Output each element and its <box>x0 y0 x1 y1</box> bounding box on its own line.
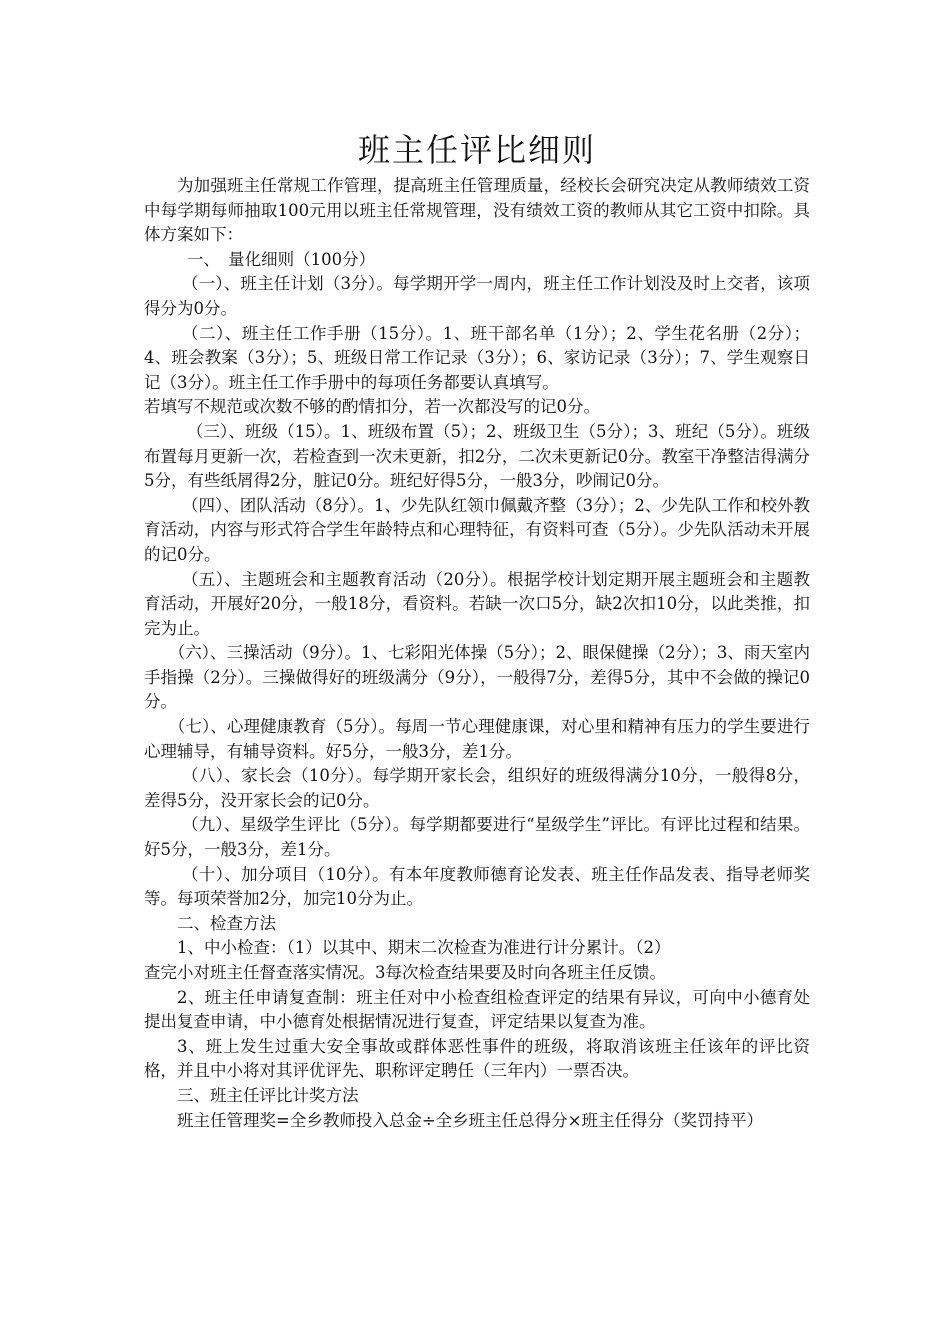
item-6-paragraph: （六）、三操活动（9分）。1、七彩阳光体操（5分）；2、眼保健操（2分）；3、雨天室内手指操（2分）。三操做得好的班级满分（9分），一般得7分，差得5分，其中不会做的操记0分。 <box>144 643 810 712</box>
document-title: 班主任评比细则 <box>357 131 596 169</box>
item-9-paragraph: （九）、星级学生评比（5分）。每学期都要进行“星级学生”评比。有评比过程和结果。好5分，一般3分，差1分。 <box>144 815 810 860</box>
item-5-paragraph: （五）、主题班会和主题教育活动（20分）。根据学校计划定期开展主题班会和主题教育活动，开展好20分，一般18分，看资料。若缺一次口5分，缺2次扣10分，以此类推，扣完为止。 <box>144 569 810 638</box>
check-method-1-paragraph: 1、中小检查：（1）以其中、期末二次检查为准进行计分累计。（2） <box>177 938 671 958</box>
section-1-heading: 一、 量化细则（100分） <box>186 249 376 269</box>
item-4-paragraph: （四）、团队活动（8分）。1、少先队红领巾佩戴齐整（3分）；2、少先队工作和校外教育活动，内容与形式符合学生年龄特点和心理特征，有资料可查（5分）。少先队活动未开展的记0分。 <box>144 495 810 564</box>
item-3-paragraph: （三）、班级（15）。1、班级布置（5）；2、班级卫生（5分）；3、班纪（5分）。班级布置每月更新一次，若检查到一次未更新，扣2分，二次未更新记0分。教室干净整洁得满分5分，有些纸屑得2分，脏记0分。班纪好得5分，一般3分，吵闹记0分。 <box>144 421 810 491</box>
item-8-paragraph: （八）、家长会（10分）。每学期开家长会，组织好的班级得满分10分，一般得8分，差得5分，没开家长会的记0分。 <box>144 766 810 810</box>
intro-paragraph: 为加强班主任常规工作管理，提高班主任管理质量，经校长会研究决定从教师绩效工资中每学期每师抽取100元用以班主任常规管理，没有绩效工资的教师从其它工资中扣除。具体方案如下： <box>144 176 810 245</box>
section-2-heading: 二、检查方法 <box>177 913 276 933</box>
item-7-paragraph: （七）、心理健康教育（5分）。每周一节心理健康课，对心里和精神有压力的学生要进行心理辅导，有辅导资料。好5分，一般3分，差1分。 <box>144 717 810 761</box>
section-3-heading: 三、班主任评比计奖方法 <box>177 1085 359 1105</box>
item-2-paragraph: （二）、班主任工作手册（15分）。1、班干部名单（1分）；2、学生花名册（2分）；4、班会教案（3分）；5、班级日常工作记录（3分）；6、家访记录（3分）；7、学生观察日记（3分）。班主任工作手册中的每项任务都要认真填写。 <box>144 323 810 392</box>
item-2-note-paragraph: 若填写不规范或次数不够的酌情扣分，若一次都没写的记0分。 <box>144 397 600 417</box>
check-method-1-continued-paragraph: 查完小对班主任督查落实情况。3每次检查结果要及时向各班主任反馈。 <box>144 963 666 982</box>
check-method-3-paragraph: 3、班上发生过重大安全事故或群体恶性事件的班级，将取消该班主任该年的评比资格，并且中小将对其评优评先、职称评定聘任（三年内）一票否决。 <box>144 1036 810 1081</box>
item-1-paragraph: （一）、班主任计划（3分）。每学期开学一周内，班主任工作计划没及时上交者，该项得分为0分。 <box>144 274 810 318</box>
item-10-paragraph: （十）、加分项目（10分）。有本年度教师德育论发表、班主任作品发表、指导老师奖等。每项荣誉加2分，加完10分为止。 <box>144 864 810 909</box>
award-formula-paragraph: 班主任管理奖=全乡教师投入总金÷全乡班主任总得分×班主任得分（奖罚持平） <box>177 1110 763 1130</box>
check-method-2-paragraph: 2、班主任申请复查制：班主任对中小检查组检查评定的结果有异议，可向中小德育处提出复查申请，中小德育处根据情况进行复查，评定结果以复查为准。 <box>144 987 810 1032</box>
